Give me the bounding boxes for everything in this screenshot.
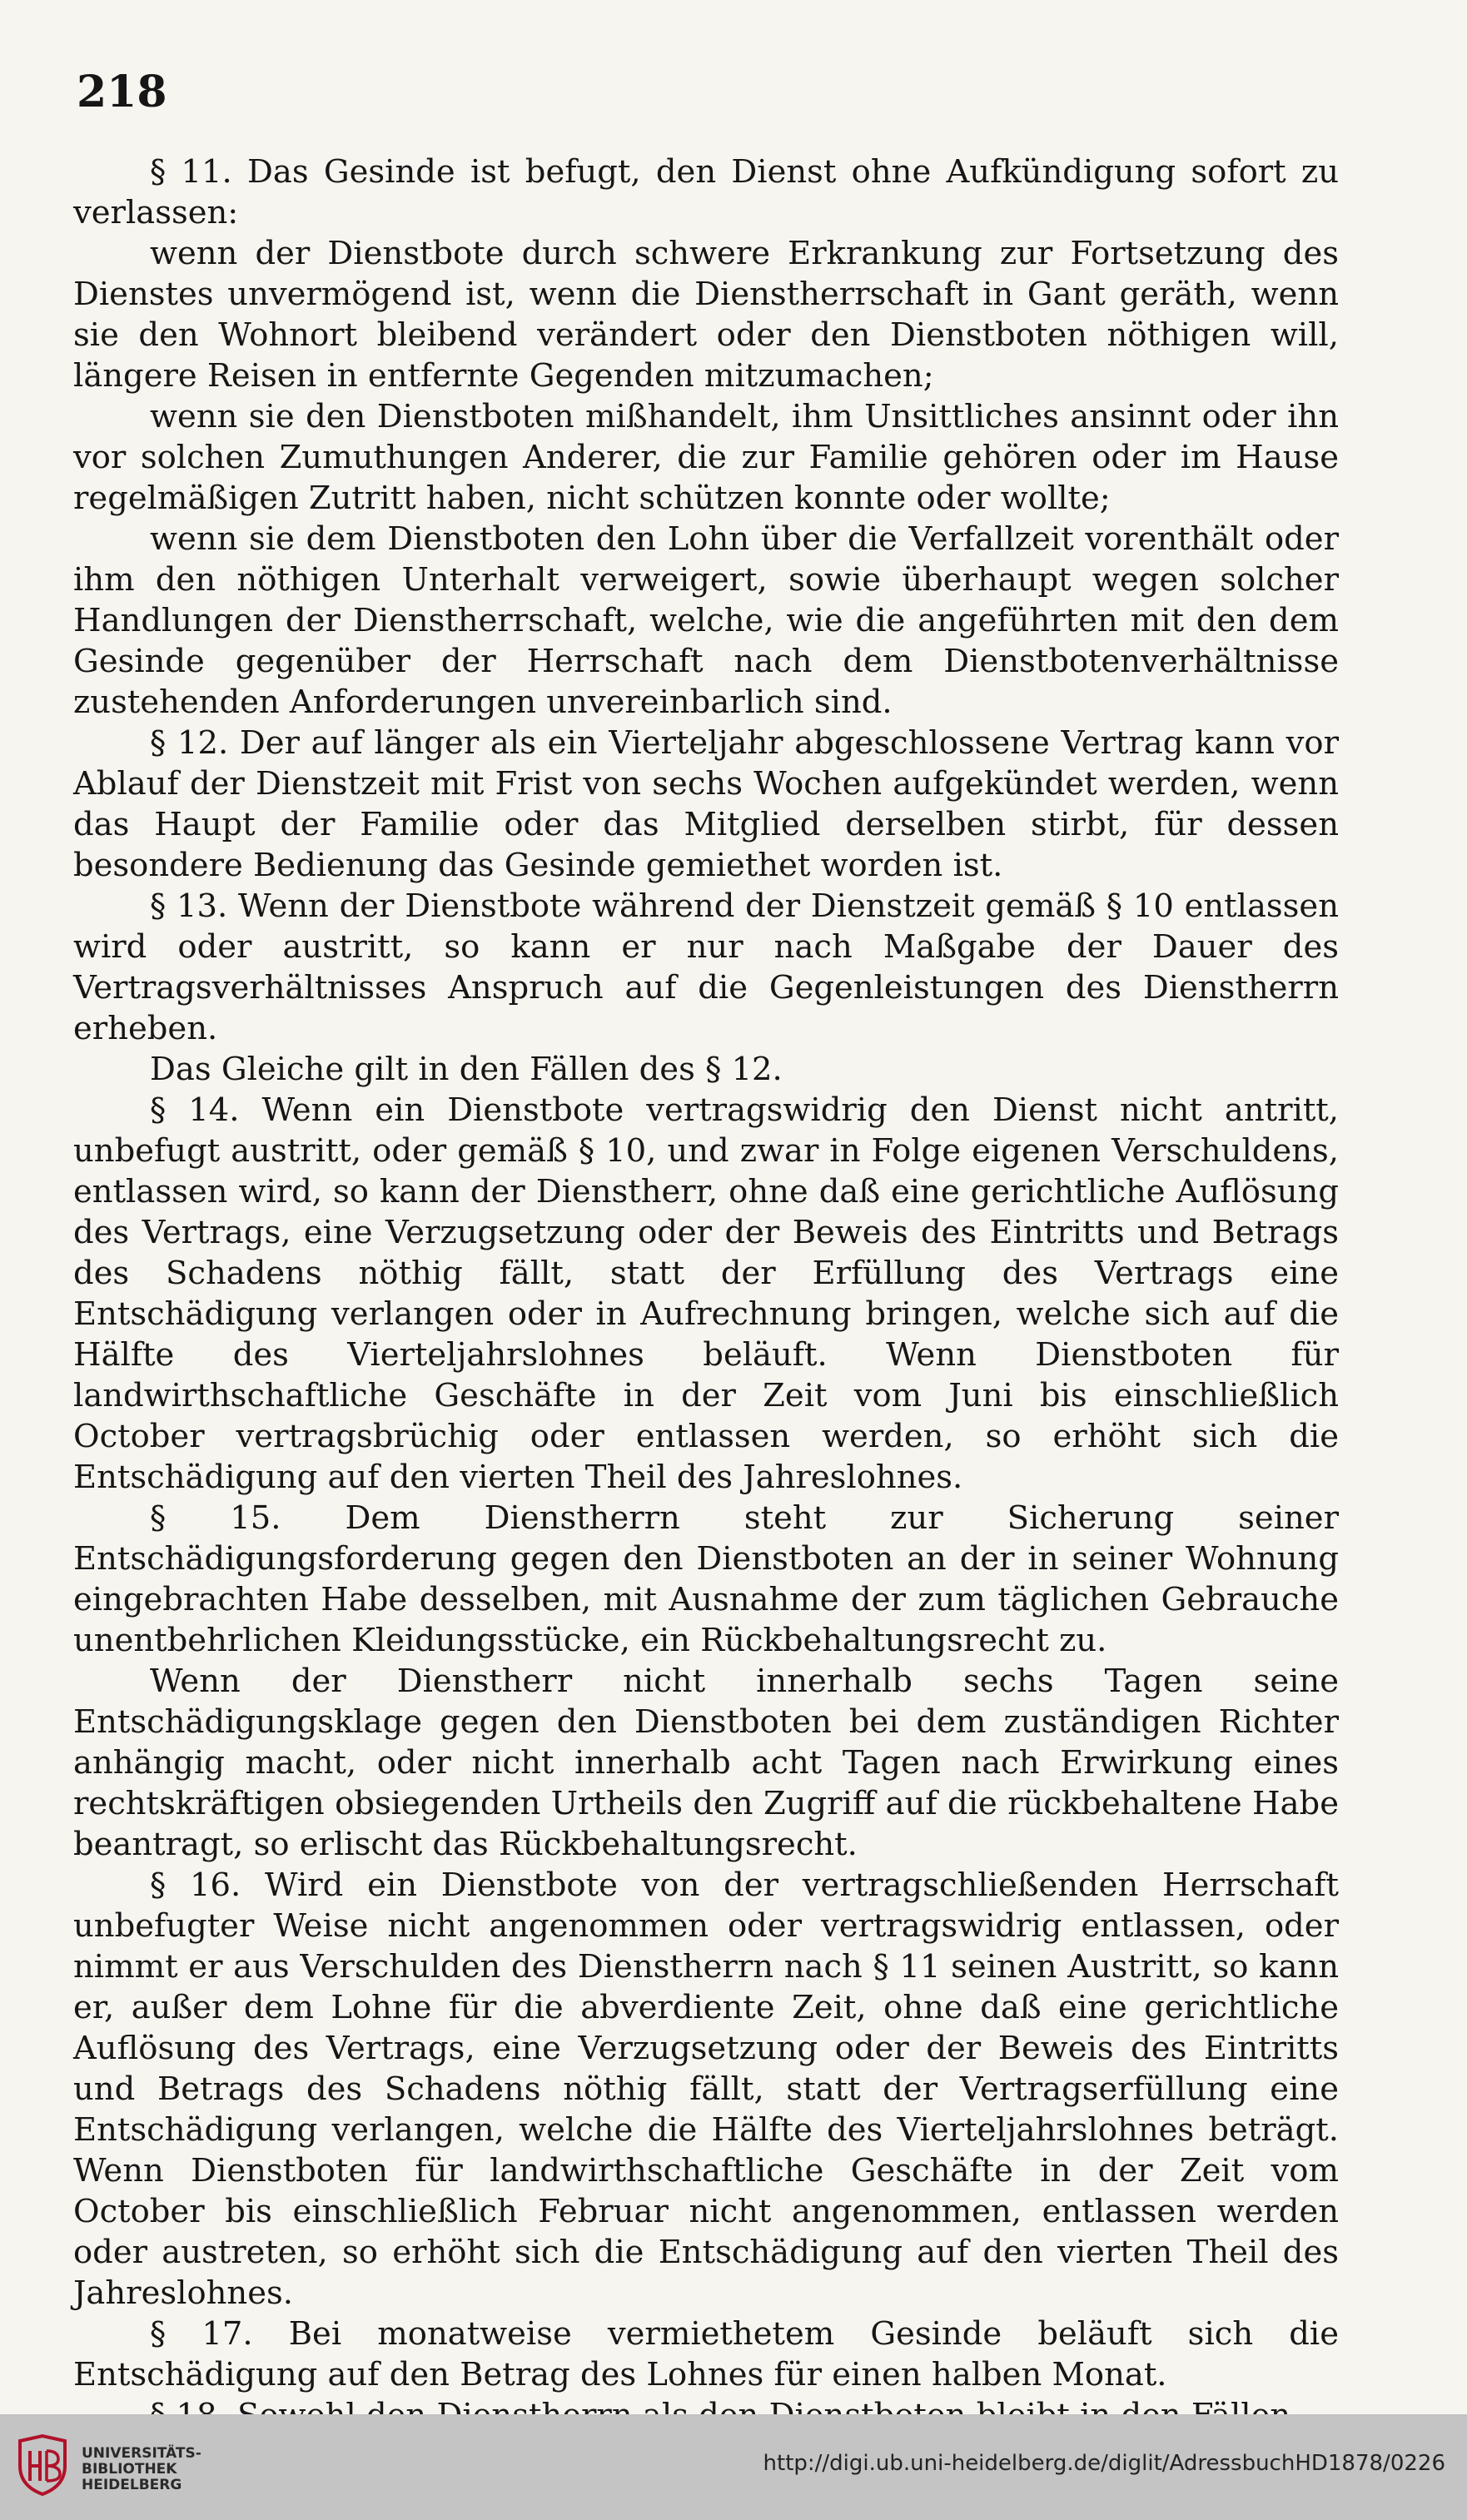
library-line: BIBLIOTHEK: [82, 2461, 177, 2478]
paragraph-section-17: § 17. Bei monatweise vermiethetem Gesinde beläuft sich die Entschädigung auf den Betrag des Lohnes für einen halben Monat.: [73, 2315, 1339, 2393]
library-name: [82, 2446, 201, 2493]
paragraph-section-13: § 13. Wenn der Dienstbote während der Dienstzeit gemäß § 10 entlassen wird oder austritt, so kann er nur nach Maßgabe der Dauer des Vertragsverhältnisses Anspruch auf die Gegenleistungen des Dienstherrn erheben.: [73, 887, 1339, 1047]
paragraph: Wenn der Dienstherr nicht innerhalb sechs Tagen seine Entschädigungsklage gegen den Dienstboten bei dem zuständigen Richter anhängig macht, oder nicht innerhalb acht Tagen nach Erwirkung eines rechtskräftigen obsiegenden Urtheils den Zugriff auf die rückbehaltene Habe beantragt, so erlischt das Rückbehaltungsrecht.: [73, 1663, 1339, 1863]
library-line: UNIVERSITÄTS-: [82, 2445, 201, 2462]
paragraph: wenn sie den Dienstboten mißhandelt, ihm Unsittliches ansinnt oder ihn vor solchen Zumuthungen Anderer, die zur Familie gehören oder im Hause regelmäßigen Zutritt haben, nicht schützen konnte oder wollte;: [73, 398, 1339, 517]
viewer-footer: [0, 2414, 1467, 2520]
paragraph-section-12: § 12. Der auf länger als ein Vierteljahr abgeschlossene Vertrag kann vor Ablauf der Dienstzeit mit Frist von sechs Wochen aufgekündet werden, wenn das Haupt der Familie oder das Mitglied derselben stirbt, für dessen besondere Bedienung das Gesinde gemiethet worden ist.: [73, 724, 1339, 884]
paragraph: Das Gleiche gilt in den Fällen des § 12.: [150, 1051, 783, 1088]
heidelberg-library-logo-icon: [13, 2433, 72, 2498]
paragraph-section-14: § 14. Wenn ein Dienstbote vertragswidrig den Dienst nicht antritt, unbefugt austritt, oder gemäß § 10, und zwar in Folge eigenen Verschuldens, entlassen wird, so kann der Dienstherr, ohne daß eine gerichtliche Auflösung des Vertrags, eine Verzugsetzung oder der Beweis des Eintritts und Betrags des Schadens nöthig fällt, statt der Erfüllung des Vertrags eine Entschädigung verlangen oder in Aufrechnung bringen, welche sich auf die Hälfte des Vierteljahrslohnes beläuft. Wenn Dienstboten für landwirthschaftliche Geschäfte in der Zeit vom Juni bis einschließlich October vertragsbrüchig oder entlassen werden, so erhöht sich die Entschädigung auf den vierten Theil des Jahreslohnes.: [73, 1091, 1339, 1496]
library-line: HEIDELBERG: [82, 2477, 182, 2493]
paragraph-section-15: § 15. Dem Dienstherrn steht zur Sicherung seiner Entschädigungsforderung gegen den Dienstboten an der in seiner Wohnung eingebrachten Habe desselben, mit Ausnahme der zum täglichen Gebrauche unentbehrlichen Kleidungsstücke, ein Rückbehaltungsrecht zu.: [73, 1499, 1339, 1659]
source-url-link[interactable]: http://digi.ub.uni-heidelberg.de/diglit/AdressbuchHD1878/0226: [763, 2451, 1445, 2476]
paragraph-section-11: § 11. Das Gesinde ist befugt, den Dienst ohne Aufkündigung sofort zu verlassen:: [73, 153, 1339, 231]
page-number: 218: [77, 67, 167, 117]
paragraph-section-16: § 16. Wird ein Dienstbote von der vertragschließenden Herrschaft unbefugter Weise nicht angenommen oder vertragswidrig entlassen, oder nimmt er aus Verschulden des Dienstherrn nach § 11 seinen Austritt, so kann er, außer dem Lohne für die abverdiente Zeit, ohne daß eine gerichtliche Auflösung des Vertrags, eine Verzugsetzung oder der Beweis des Eintritts und Betrags des Schadens nöthig fällt, statt der Vertragserfüllung eine Entschädigung verlangen, welche die Hälfte des Vierteljahrslohnes beträgt. Wenn Dienstboten für landwirthschaftliche Geschäfte in der Zeit vom October bis einschließlich Februar nicht angenommen, entlassen werden oder austreten, so erhöht sich die Entschädigung auf den vierten Theil des Jahreslohnes.: [73, 1866, 1339, 2312]
paragraph: wenn sie dem Dienstboten den Lohn über die Verfallzeit vorenthält oder ihm den nöthigen Unterhalt verweigert, sowie überhaupt wegen solcher Handlungen der Dienstherrschaft, welche, wie die angeführten mit den dem Gesinde gegenüber der Herrschaft nach dem Dienstbotenverhältnisse zustehenden Anforderungen unvereinbarlich sind.: [73, 520, 1339, 721]
paragraph: wenn der Dienstbote durch schwere Erkrankung zur Fortsetzung des Dienstes unvermögend ist, wenn die Dienstherrschaft in Gant geräth, wenn sie den Wohnort bleibend verändert oder den Dienstboten nöthigen will, längere Reisen in entfernte Gegenden mitzumachen;: [73, 235, 1339, 395]
body-text: [73, 152, 1339, 2436]
